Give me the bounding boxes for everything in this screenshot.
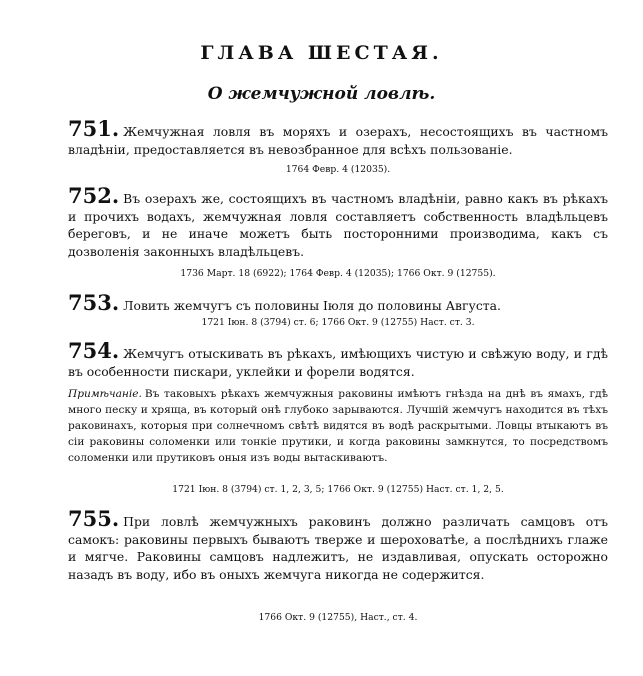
article-755 — [68, 506, 608, 583]
article-751 — [68, 116, 608, 158]
note-text: Въ таковыхъ рѣкахъ жемчужныя раковины имѣютъ гнѣзда на днѣ въ ямахъ, гдѣ много песку и хряща, въ который онѣ глубоко зарываются. Лучшій жемчугъ находится въ тѣхъ раковинахъ, которыя при солнечномъ свѣтѣ видятся въ водѣ раскрытыми. Ловцы втыкаютъ въ сіи раковины соломенки или тонкіе прутики, и когда раковины замкнутся, то посредствомъ соломенки или прутиковъ оныя изъ воды вытаскиваютъ. — [68, 388, 608, 464]
note-label: Примѣчаніе. — [68, 388, 142, 400]
article-note — [68, 386, 608, 466]
article-number: 754. — [68, 338, 120, 363]
article-citation: 1721 Іюн. 8 (3794) ст. 1, 2, 3, 5; 1766 Окт. 9 (12755) Наст. ст. 1, 2, 5. — [172, 484, 504, 495]
article-text: Ловить жемчугъ съ половины Іюля до половины Августа. — [123, 298, 501, 313]
article-753 — [68, 290, 608, 315]
article-number: 753. — [68, 290, 120, 315]
article-number: 752. — [68, 183, 120, 208]
article-number: 751. — [68, 116, 120, 141]
article-citation: 1766 Окт. 9 (12755), Наст., ст. 4. — [258, 612, 418, 623]
article-text: Жемчужная ловля въ моряхъ и озерахъ, несостоящихъ въ частномъ владѣніи, предоставляется въ невозбранное для всѣхъ пользованіе. — [68, 124, 608, 157]
article-752 — [68, 183, 608, 260]
article-number: 755. — [68, 506, 120, 531]
article-754 — [68, 338, 608, 380]
article-text: Жемчугъ отыскивать въ рѣкахъ, имѣющихъ чистую и свѣжую воду, и гдѣ въ особенности пискари, уклейки и форели водятся. — [68, 346, 608, 379]
article-citation: 1721 Іюн. 8 (3794) ст. 6; 1766 Окт. 9 (12755) Наст. ст. 3. — [201, 317, 475, 328]
section-title: О жемчужной ловлѣ. — [207, 84, 436, 104]
article-text: Въ озерахъ же, состоящихъ въ частномъ владѣніи, равно какъ въ рѣкахъ и прочихъ водахъ, жемчужная ловля составляетъ собственность владѣльцевъ береговъ, и не иначе можетъ быть посторонними производима, какъ съ дозволенія законныхъ владѣльцевъ. — [68, 191, 608, 259]
article-citation: 1736 Март. 18 (6922); 1764 Февр. 4 (12035); 1766 Окт. 9 (12755). — [180, 268, 496, 279]
article-text: При ловлѣ жемчужныхъ раковинъ должно различать самцовъ отъ самокъ: раковины первыхъ бываютъ тверже и шероховатѣе, а послѣднихъ глаже и мягче. Раковины самцовъ надлежитъ, не издавливая, опускать осторожно назадъ въ воду, ибо въ оныхъ жемчуга никогда не содержится. — [68, 514, 608, 582]
chapter-title: ГЛАВА ШЕСТАЯ. — [200, 42, 443, 64]
article-citation: 1764 Февр. 4 (12035). — [285, 164, 391, 175]
